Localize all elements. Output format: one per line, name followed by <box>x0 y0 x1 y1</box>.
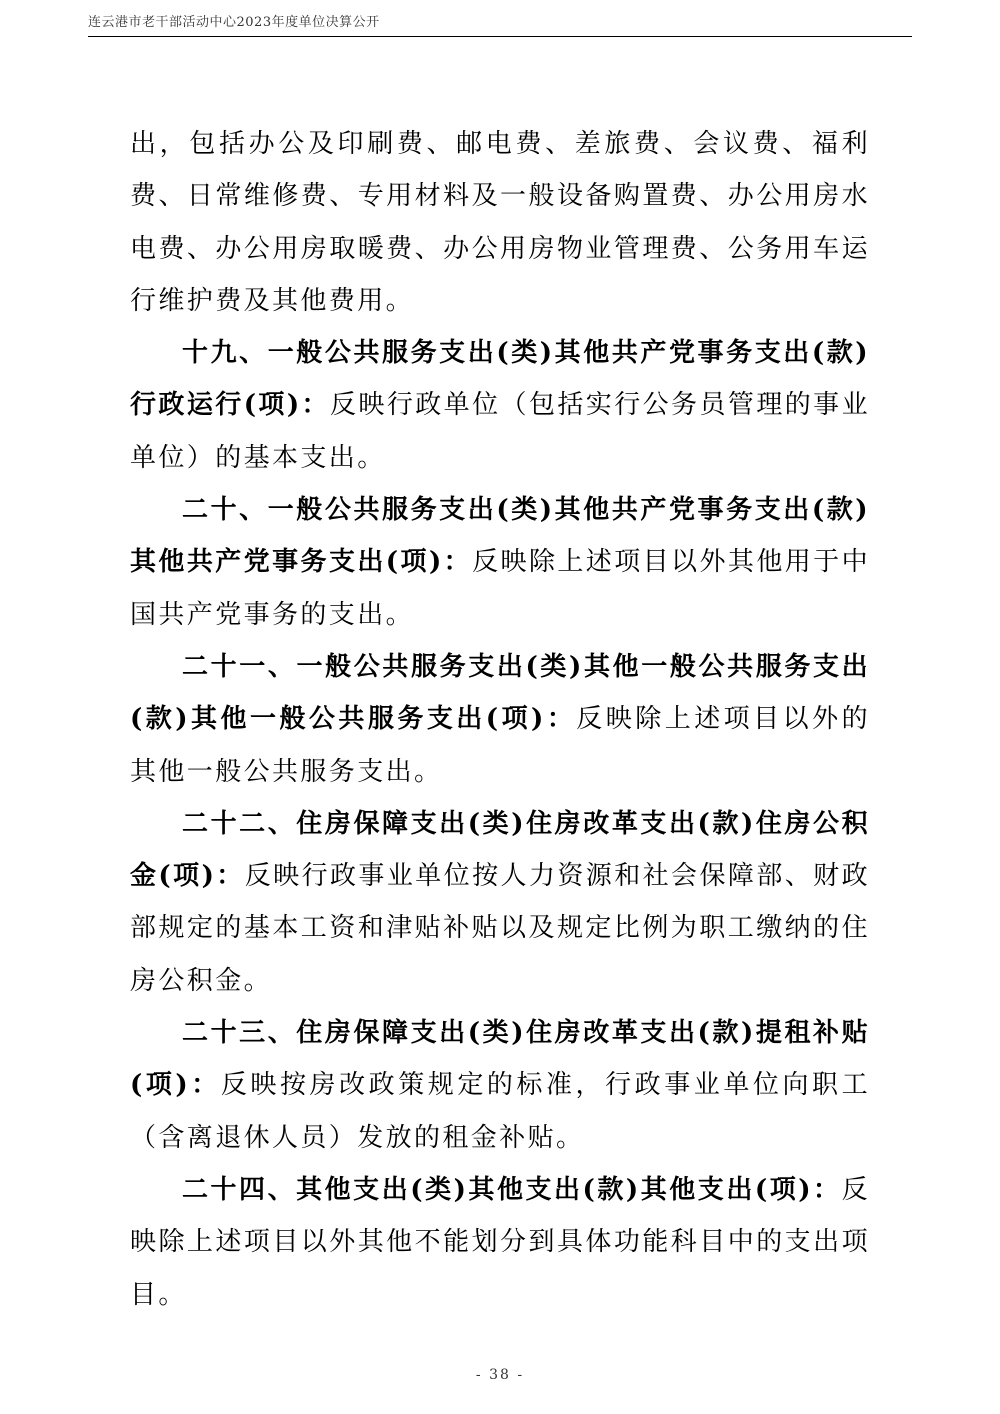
paragraph-item-23 <box>130 1007 870 1164</box>
page-number: - 38 - <box>475 1367 525 1383</box>
paragraph-item-24 <box>130 1164 870 1321</box>
running-header <box>88 12 912 37</box>
item-heading: 二十、一般公共服务支出(类)其他共产党事务支出(款)其他共产党事务支出(项)： <box>130 495 870 578</box>
item-heading: 二十四、其他支出(类)其他支出(款)其他支出(项)： <box>182 1174 842 1205</box>
item-text: 反映除上述项目以外的其他一般公共服务支出。 <box>130 704 870 787</box>
paragraph-item-19 <box>130 327 870 484</box>
item-text: 反映按房改政策规定的标准，行政事业单位向职工（含离退休人员）发放的租金补贴。 <box>130 1070 870 1153</box>
item-heading: 二十二、住房保障支出(类)住房改革支出(款)住房公积金(项)： <box>130 808 870 892</box>
paragraph-item-20 <box>130 484 870 641</box>
item-heading: 二十三、住房保障支出(类)住房改革支出(款)提租补贴(项)： <box>130 1018 870 1101</box>
item-text: 反映除上述项目以外其他用于中国共产党事务的支出。 <box>130 547 870 630</box>
paragraph-item-22 <box>130 798 870 1007</box>
item-heading: 二十一、一般公共服务支出(类)其他一般公共服务支出(款)其他一般公共服务支出(项)： <box>130 651 870 735</box>
item-heading: 十九、一般公共服务支出(类)其他共产党事务支出(款)行政运行(项)： <box>130 338 870 421</box>
item-text: 反映除上述项目以外其他不能划分到具体功能科目中的支出项目。 <box>130 1174 870 1310</box>
paragraph-item-21 <box>130 641 870 798</box>
document-title: 连云港市老干部活动中心2023年度单位决算公开 <box>88 15 380 30</box>
item-text: 反映行政事业单位按人力资源和社会保障部、财政部规定的基本工资和津贴补贴以及规定比例为职工缴纳的住房公积金。 <box>130 861 870 996</box>
paragraph-text: 出，包括办公及印刷费、邮电费、差旅费、会议费、福利费、日常维修费、专用材料及一般设备购置费、办公用房水电费、办公用房取暖费、办公用房物业管理费、公务用车运行维护费及其他费用。 <box>130 129 870 316</box>
item-text: 反映行政单位（包括实行公务员管理的事业单位）的基本支出。 <box>130 390 870 473</box>
document-body <box>130 118 870 1321</box>
paragraph-continuation <box>130 118 870 327</box>
